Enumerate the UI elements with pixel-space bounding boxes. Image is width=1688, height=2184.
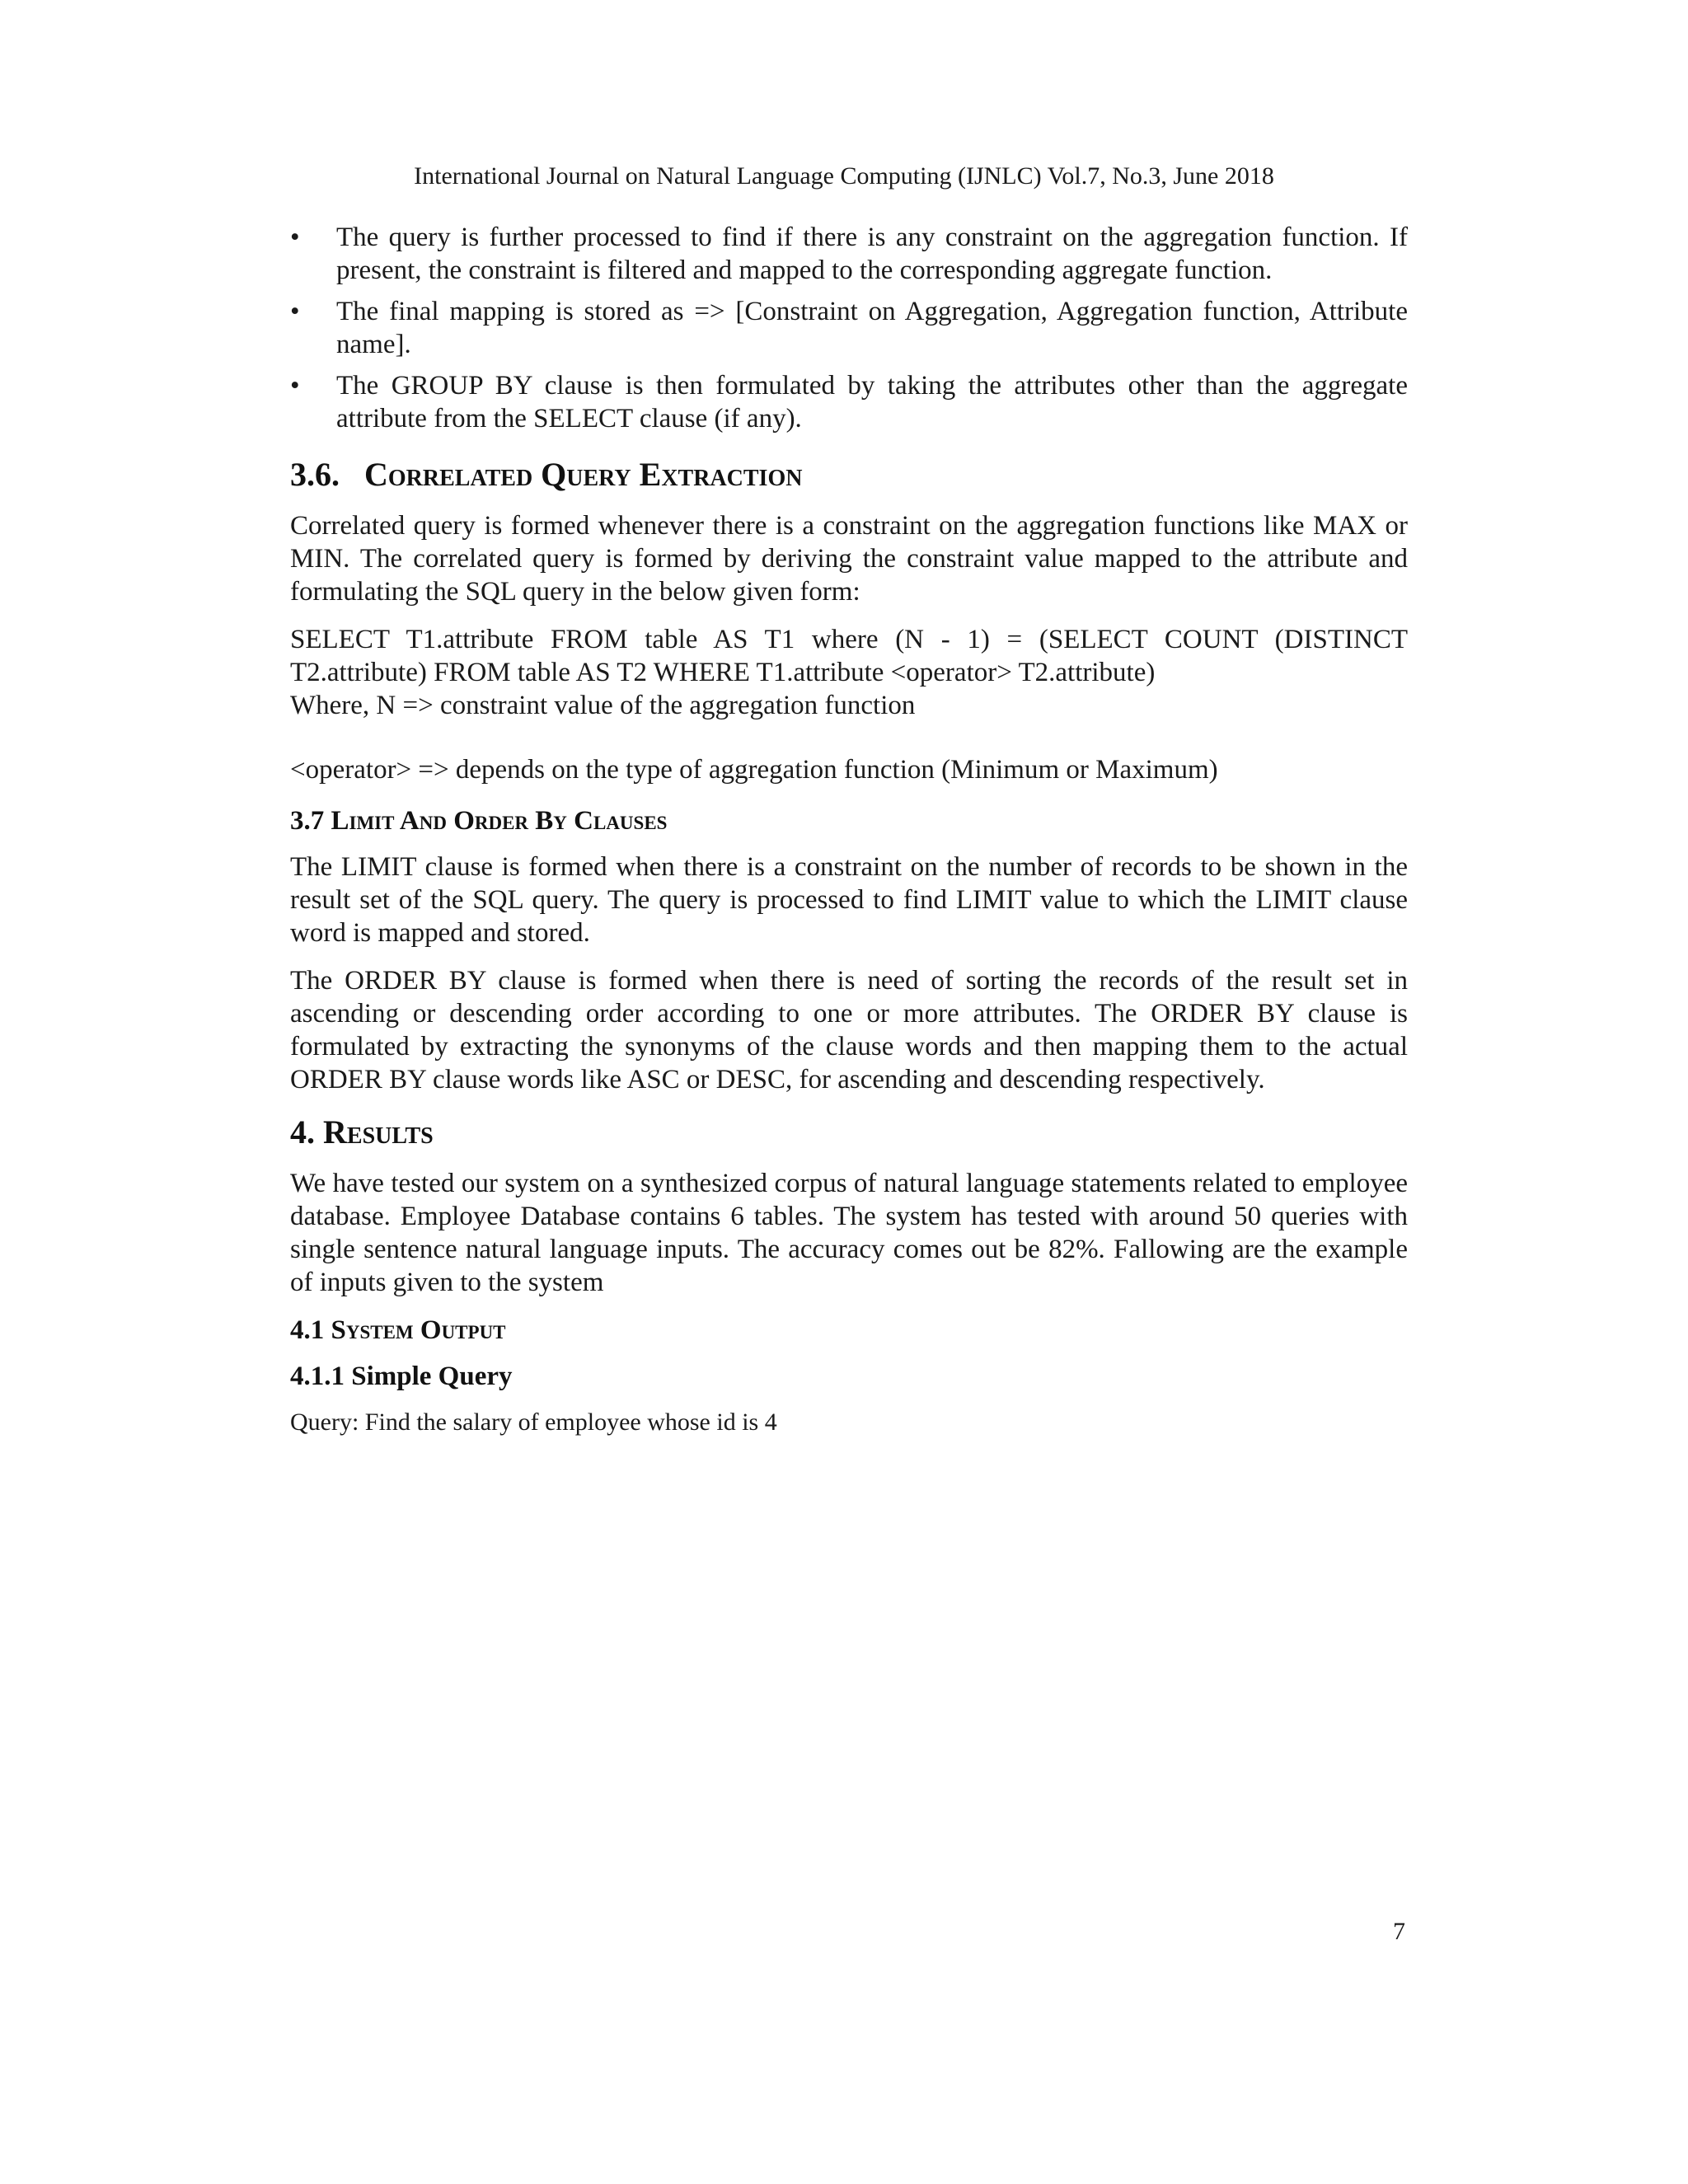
paragraph: The LIMIT clause is formed when there is a constraint on the number of records to be shown in the result set of the SQL query. The query is processed to find LIMIT value to which the LIMIT clause word is mapped and stored. bbox=[290, 852, 1408, 948]
bullet-text: The query is further processed to find if there is any constraint on the aggregation function. If present, the constraint is filtered and mapped to the corresponding aggregate function. bbox=[336, 223, 1408, 285]
running-header: International Journal on Natural Language Computing (IJNLC) Vol.7, No.3, June 2018 bbox=[414, 162, 1274, 190]
bullet-icon: • bbox=[290, 223, 300, 252]
bullet-text: The GROUP BY clause is then formulated by taking the attributes other than the aggregate attribute from the SELECT clause (if any). bbox=[336, 371, 1408, 434]
section-title: Correlated Query Extraction bbox=[364, 456, 803, 493]
where-line: Where, N => constraint value of the aggregation function bbox=[290, 691, 916, 720]
bullet-icon: • bbox=[290, 371, 300, 401]
section-heading-3-7: 3.7 Limit And Order By Clauses bbox=[290, 806, 668, 836]
operator-line: <operator> => depends on the type of aggregation function (Minimum or Maximum) bbox=[290, 755, 1218, 785]
sql-template: SELECT T1.attribute FROM table AS T1 where (N - 1) = (SELECT COUNT (DISTINCT T2.attribute) FROM table AS T2 WHERE T1.attribute <operator> T2.attribute) bbox=[290, 625, 1408, 687]
paragraph: Correlated query is formed whenever there is a constraint on the aggregation functions like MAX or MIN. The correlated query is formed by deriving the constraint value mapped to the attribute and formulating the SQL query in the below given form: bbox=[290, 511, 1408, 607]
list-item bbox=[290, 295, 1408, 361]
bullet-text: The final mapping is stored as => [Constraint on Aggregation, Aggregation function, Attribute name]. bbox=[336, 297, 1408, 359]
page-number: 7 bbox=[1393, 1918, 1405, 1945]
page-body bbox=[290, 221, 1408, 1454]
paragraph: The ORDER BY clause is formed when there is need of sorting the records of the result set in ascending or descending order according to one or more attributes. The ORDER BY clause is formulated by extracting the synonyms of the clause words and then mapping them to the actual ORDER BY clause words like ASC or DESC, for ascending and descending respectively. bbox=[290, 966, 1408, 1094]
section-heading-3-6 bbox=[290, 455, 1408, 494]
list-item bbox=[290, 221, 1408, 287]
list-item bbox=[290, 369, 1408, 435]
bullet-icon: • bbox=[290, 297, 300, 326]
example-query: Query: Find the salary of employee whose id is 4 bbox=[290, 1408, 777, 1436]
paragraph: We have tested our system on a synthesized corpus of natural language statements related to employee database. Employee Database contains 6 tables. The system has tested with around 50 queries with single sentence natural language inputs. The accuracy comes out be 82%. Fallowing are the example of inputs given to the system bbox=[290, 1169, 1408, 1297]
section-heading-4-1-1: 4.1.1 Simple Query bbox=[290, 1361, 513, 1391]
section-heading-4-1: 4.1 System Output bbox=[290, 1315, 506, 1345]
bullet-list bbox=[290, 221, 1408, 435]
section-number: 3.6. bbox=[290, 456, 340, 493]
section-heading-4: 4. Results bbox=[290, 1113, 434, 1151]
